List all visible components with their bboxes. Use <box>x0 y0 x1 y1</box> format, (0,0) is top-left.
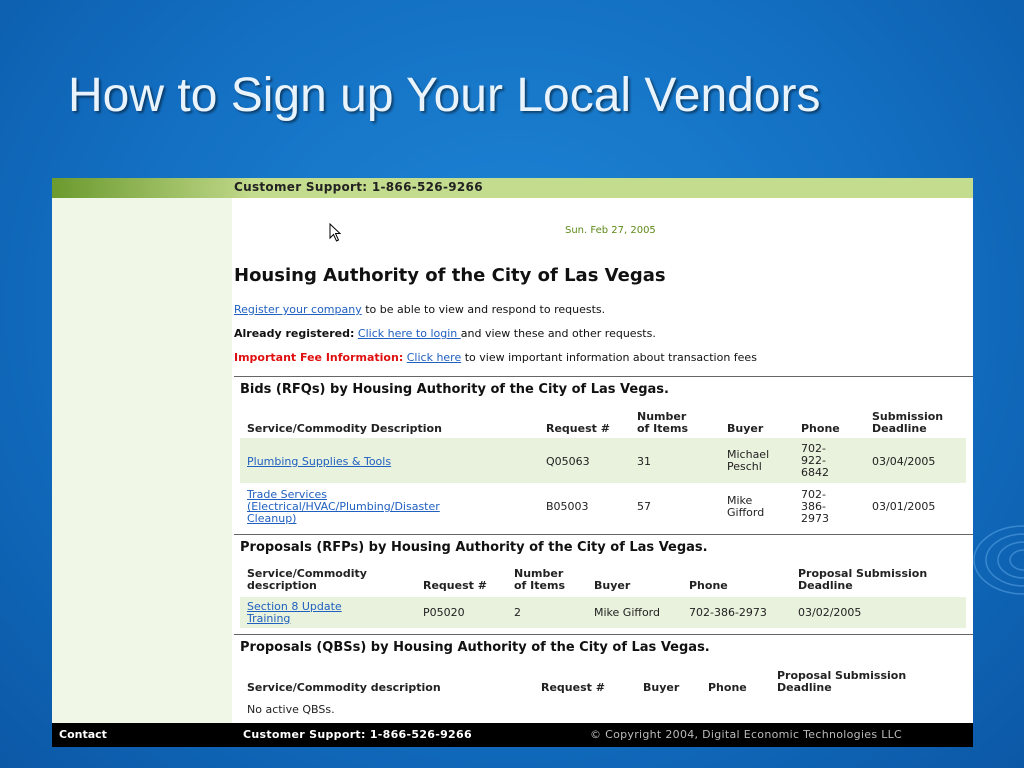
page-title: Housing Authority of the City of Las Vegas <box>234 265 666 286</box>
main-content <box>234 198 973 723</box>
bid-deadline: 03/04/2005 <box>872 455 936 468</box>
bid-desc-link[interactable]: Trade Services (Electrical/HVAC/Plumbing/Disaster Cleanup) <box>247 488 440 525</box>
login-line <box>234 327 656 340</box>
register-line <box>234 303 605 316</box>
bids-header-request: Request # <box>546 422 610 435</box>
register-link[interactable]: Register your company <box>234 303 362 316</box>
rfps-section-title: Proposals (RFPs) by Housing Authority of the City of Las Vegas. <box>240 540 708 555</box>
qbss-section-title: Proposals (QBSs) by Housing Authority of the City of Las Vegas. <box>240 640 710 655</box>
login-text: and view these and other requests. <box>460 327 656 340</box>
footer-support: Customer Support: 1-866-526-9266 <box>243 728 472 741</box>
current-date: Sun. Feb 27, 2005 <box>565 225 656 236</box>
rfp-deadline: 03/02/2005 <box>798 606 862 619</box>
rfps-header-request: Request # <box>423 579 487 592</box>
left-sidebar <box>52 198 232 723</box>
rfps-header-items: Number of Items <box>514 567 565 592</box>
rfp-request: P05020 <box>423 606 465 619</box>
divider <box>234 534 973 535</box>
bids-header-deadline: Submission Deadline <box>872 410 944 435</box>
rfps-header-deadline: Proposal Submission Deadline <box>798 567 928 592</box>
customer-support-header: Customer Support: 1-866-526-9266 <box>234 180 483 194</box>
qbss-header-buyer: Buyer <box>643 681 680 694</box>
top-bar <box>52 178 973 198</box>
bids-header-buyer: Buyer <box>727 422 764 435</box>
divider <box>234 634 973 635</box>
fee-label: Important Fee Information: <box>234 351 404 364</box>
qbss-header-desc: Service/Commodity description <box>247 681 441 694</box>
qbss-header-phone: Phone <box>708 681 747 694</box>
rfp-buyer: Mike Gifford <box>594 606 660 619</box>
bid-request: Q05063 <box>546 455 590 468</box>
qbss-header-deadline: Proposal Submission Deadline <box>777 669 907 694</box>
rfp-phone: 702-386-2973 <box>689 606 767 619</box>
divider <box>234 376 973 377</box>
bid-phone: 702- 386- 2973 <box>801 488 829 525</box>
bid-buyer: Mike Gifford <box>727 494 765 519</box>
bids-header-phone: Phone <box>801 422 840 435</box>
qbss-header-request: Request # <box>541 681 605 694</box>
rfps-header-desc: Service/Commodity description <box>247 567 367 592</box>
bids-header-items: Number of Items <box>637 410 688 435</box>
register-text: to be able to view and respond to requests. <box>361 303 606 316</box>
bid-items: 57 <box>637 500 651 513</box>
rfps-header-buyer: Buyer <box>594 579 631 592</box>
ripple-decoration <box>964 500 1024 660</box>
fee-link[interactable]: Click here <box>406 351 462 364</box>
rfp-desc-link[interactable]: Section 8 Update Training <box>247 600 342 625</box>
rfps-header-phone: Phone <box>689 579 728 592</box>
fee-line <box>234 351 757 364</box>
rfp-items: 2 <box>514 606 521 619</box>
contact-link[interactable]: Contact <box>59 728 107 741</box>
bid-desc-link[interactable]: Plumbing Supplies & Tools <box>247 455 392 468</box>
bid-request: B05003 <box>546 500 589 513</box>
footer <box>52 723 973 747</box>
already-registered-label: Already registered: <box>234 327 355 340</box>
browser-screenshot <box>52 178 973 747</box>
qbss-empty-message: No active QBSs. <box>247 703 335 716</box>
bids-section-title: Bids (RFQs) by Housing Authority of the City of Las Vegas. <box>240 382 669 397</box>
mouse-cursor-icon <box>329 223 343 243</box>
slide-title: How to Sign up Your Local Vendors <box>68 69 821 122</box>
login-link[interactable]: Click here to login <box>357 327 461 340</box>
copyright: © Copyright 2004, Digital Economic Technologies LLC <box>590 728 903 741</box>
bids-header-desc: Service/Commodity Description <box>247 422 442 435</box>
bid-deadline: 03/01/2005 <box>872 500 936 513</box>
fee-text: to view important information about transaction fees <box>461 351 757 364</box>
bid-phone: 702- 922- 6842 <box>801 442 829 479</box>
bid-buyer: Michael Peschl <box>727 448 770 473</box>
bid-items: 31 <box>637 455 651 468</box>
